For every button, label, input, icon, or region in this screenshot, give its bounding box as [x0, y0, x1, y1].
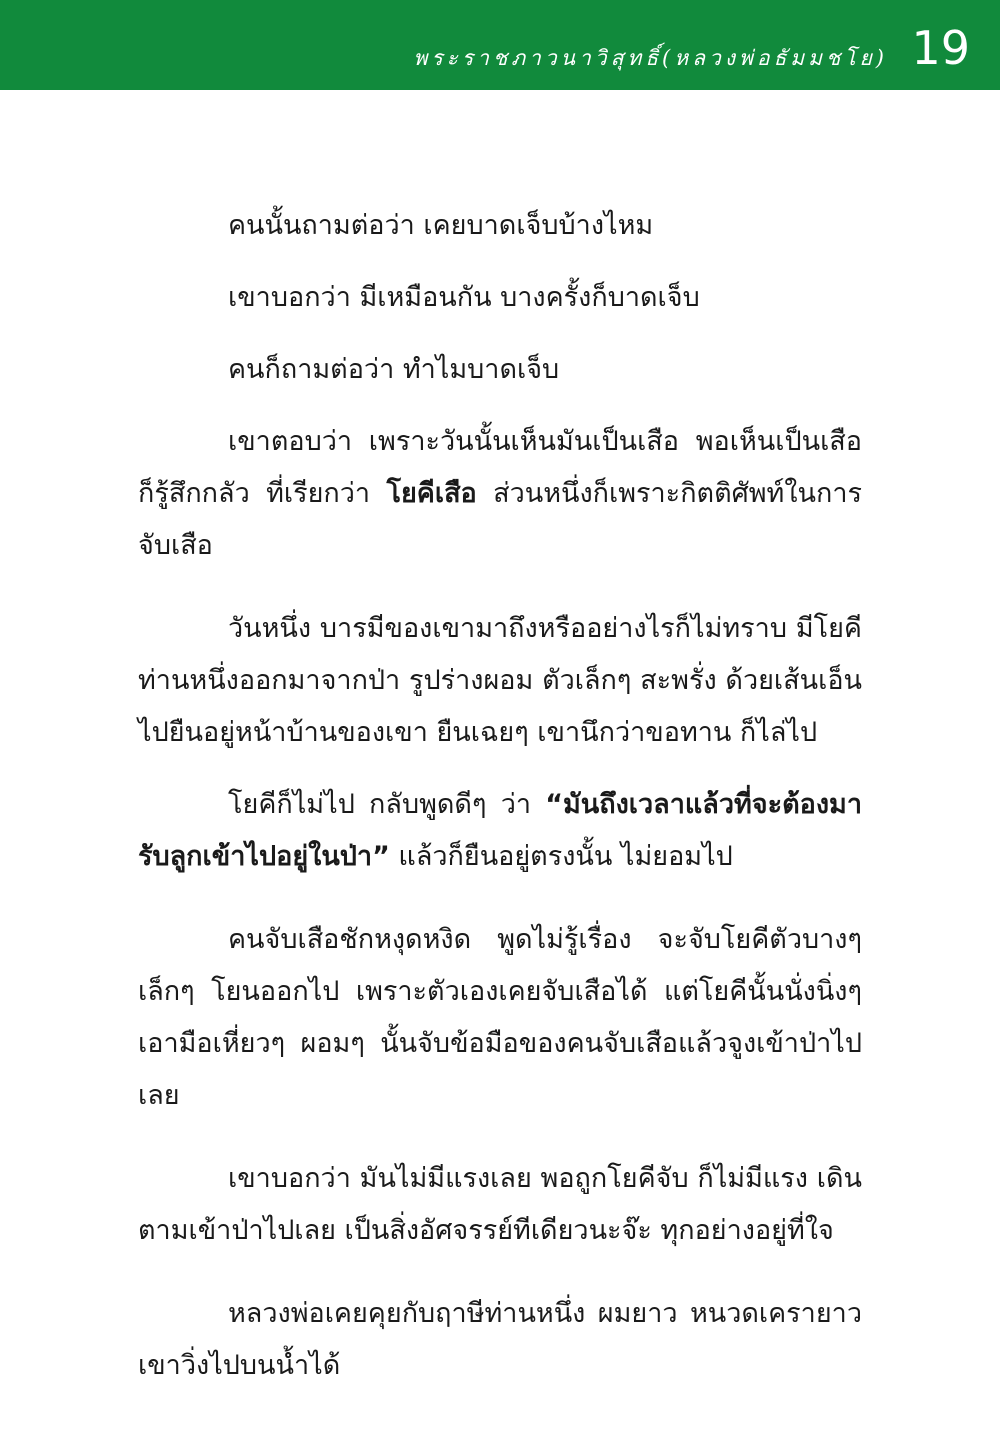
- paragraph-2: เขาบอกว่า มีเหมือนกัน บางครั้งก็บาดเจ็บ: [228, 282, 700, 313]
- header-bar: [0, 0, 1000, 90]
- paragraph-4-text-end: ส่วนหนึ่งก็เพราะกิตติศัพท์ในการจับเสือ: [138, 478, 862, 561]
- paragraph-6: [138, 779, 862, 883]
- running-header-title: พระราชภาวนาวิสุทธิ์(หลวงพ่อธัมมชโย): [413, 46, 888, 70]
- page-body: [138, 200, 862, 1392]
- paragraph-4-bold-term: โยคีเสือ: [386, 478, 477, 509]
- paragraph-1: คนนั้นถามต่อว่า เคยบาดเจ็บบ้างไหม: [228, 210, 654, 241]
- paragraph-6-text-end: แล้วก็ยืนอยู่ตรงนั้น ไม่ยอมไป: [389, 841, 733, 872]
- paragraph-4: [138, 416, 862, 572]
- paragraph-8: เขาบอกว่า มันไม่มีแรงเลย พอถูกโยคีจับ ก็ไม่มีแรง เดินตามเข้าป่าไปเลย เป็นสิ่งอัศจรรย์ทีเดียวนะจ๊ะ ทุกอย่างอยู่ที่ใจ: [138, 1163, 862, 1246]
- paragraph-6-bold-quote: “มันถึงเวลาแล้วที่จะต้องมารับลูกเข้าไปอยู่ในป่า”: [138, 789, 862, 872]
- paragraph-5: วันหนึ่ง บารมีของเขามาถึงหรืออย่างไรก็ไม่ทราบ มีโยคีท่านหนึ่งออกมาจากป่า รูปร่างผอม ตัวเล็กๆ สะพรั่ง ด้วยเส้นเอ็นไปยืนอยู่หน้าบ้านของเขา ยืนเฉยๆ เขานึกว่าขอทาน ก็ไล่ไป: [138, 613, 862, 748]
- page-number: 19: [911, 21, 970, 75]
- paragraph-6-text-start: โยคีก็ไม่ไป กลับพูดดีๆ ว่า: [228, 789, 546, 820]
- paragraph-7: คนจับเสือชักหงุดหงิด พูดไม่รู้เรื่อง จะจับโยคีตัวบางๆ เล็กๆ โยนออกไป เพราะตัวเองเคยจับเสือได้ แต่โยคีนั้นนั่งนิ่งๆ เอามือเหี่ยวๆ ผอมๆ นั้นจับข้อมือของคนจับเสือแล้วจูงเข้าป่าไปเลย: [138, 924, 862, 1111]
- paragraph-4-text-start: เขาตอบว่า เพราะวันนั้นเห็นมันเป็นเสือ พอเห็นเป็นเสือ ก็รู้สึกกลัว ที่เรียกว่า: [138, 426, 862, 509]
- paragraph-9: หลวงพ่อเคยคุยกับฤาษีท่านหนึ่ง ผมยาว หนวดเครายาว เขาวิ่งไปบนน้ำได้: [138, 1298, 862, 1381]
- paragraph-3: คนก็ถามต่อว่า ทำไมบาดเจ็บ: [228, 354, 560, 385]
